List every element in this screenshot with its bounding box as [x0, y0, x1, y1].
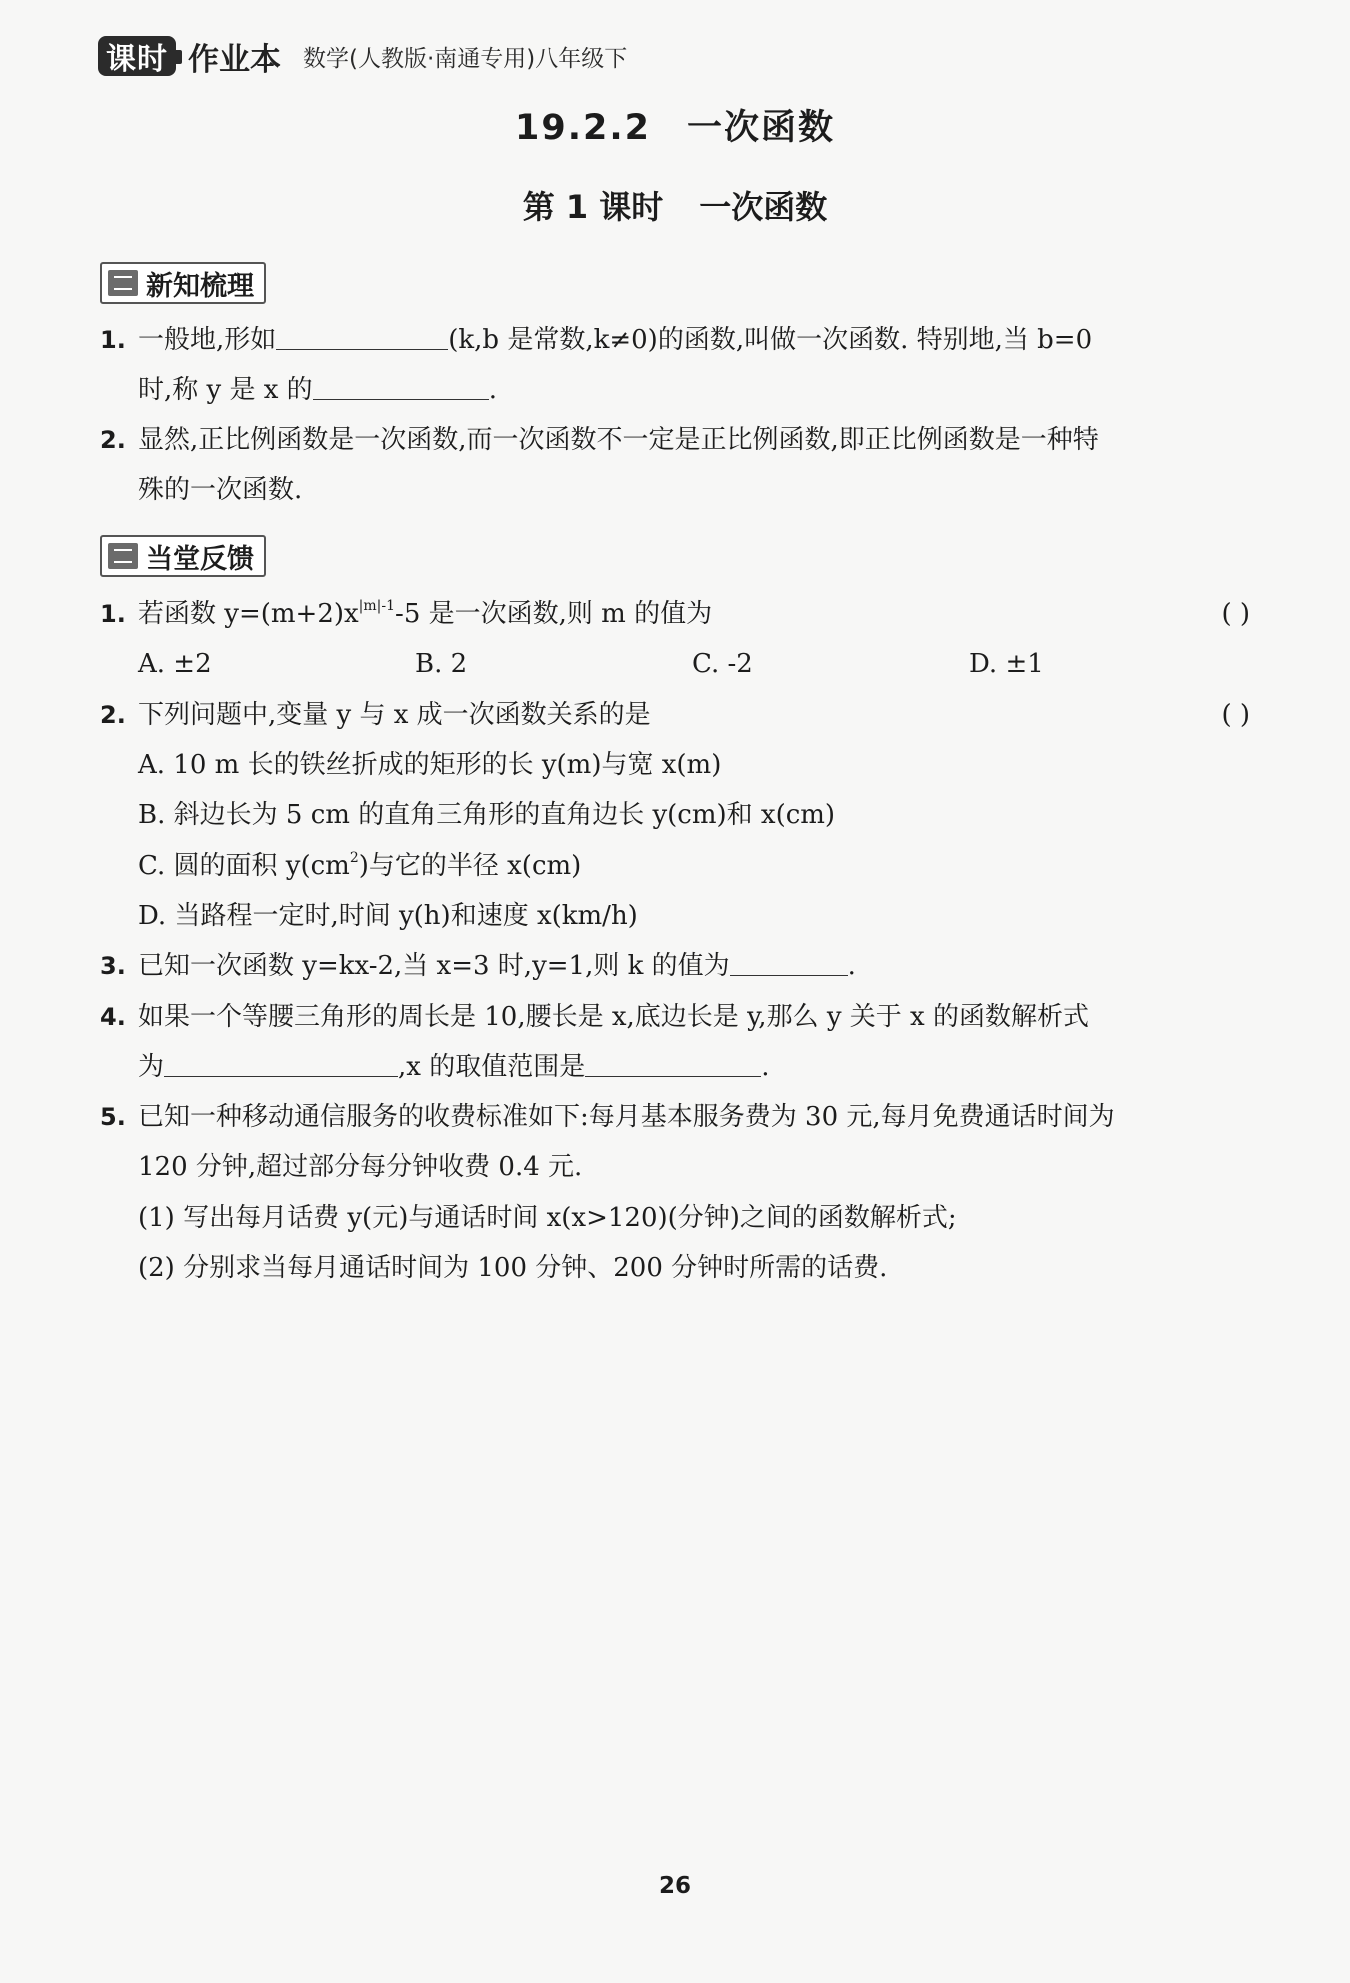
question-text: 若函数 y=(m+2)x — [138, 599, 359, 629]
section-title — [0, 100, 1350, 150]
question-number: 4. — [100, 1003, 126, 1031]
subquestion-text: (1) 写出每月话费 y(元)与通话时间 x(x>120)(分钟)之间的函数解析式; — [138, 1203, 957, 1233]
section-number: 19.2.2 — [514, 108, 651, 148]
question-text: 120 分钟,超过部分每分钟收费 0.4 元. — [138, 1152, 583, 1182]
answer-blank[interactable] — [276, 323, 448, 350]
xinzhi-q1-cont — [100, 372, 1250, 408]
section-tag-label: 当堂反馈 — [146, 543, 254, 575]
option-d[interactable]: D. ±1 — [969, 649, 1044, 679]
book-name: 作业本 — [188, 41, 281, 78]
dangtang-q1-options — [100, 646, 1250, 682]
answer-blank[interactable] — [730, 949, 848, 976]
brand-logo — [98, 36, 176, 76]
brand-logo-text: 课时 — [106, 42, 168, 77]
dangtang-q5-sub1 — [100, 1200, 1250, 1236]
option-text: C. 圆的面积 y(cm — [138, 851, 350, 881]
option-b[interactable]: B. 2 — [415, 649, 468, 679]
question-text: . — [847, 951, 856, 981]
dangtang-q3 — [100, 948, 1250, 984]
question-number: 2. — [100, 701, 126, 729]
question-text: 如果一个等腰三角形的周长是 10,腰长是 x,底边长是 y,那么 y 关于 x 的函数解析式 — [138, 1002, 1089, 1032]
question-text: -5 是一次函数,则 m 的值为 — [395, 599, 713, 629]
dangtang-q5 — [100, 1099, 1250, 1135]
option-text: )与它的半径 x(cm) — [358, 851, 582, 881]
xinzhi-q2 — [100, 422, 1250, 458]
question-text: ,x 的取值范围是 — [398, 1052, 586, 1082]
question-text: 殊的一次函数. — [138, 475, 303, 505]
option-text: B. 斜边长为 5 cm 的直角三角形的直角边长 y(cm)和 x(cm) — [138, 800, 836, 830]
question-number: 2. — [100, 426, 126, 454]
question-number: 5. — [100, 1103, 126, 1131]
question-text: 下列问题中,变量 y 与 x 成一次函数关系的是 — [138, 700, 651, 730]
answer-blank[interactable] — [313, 373, 489, 400]
answer-bracket[interactable]: ( ) — [1221, 700, 1250, 730]
option-text: D. 当路程一定时,时间 y(h)和速度 x(km/h) — [138, 901, 638, 931]
question-text: 为 — [138, 1052, 165, 1082]
question-text: 已知一次函数 y=kx-2,当 x=3 时,y=1,则 k 的值为 — [138, 951, 730, 981]
option-text: A. 10 m 长的铁丝折成的矩形的长 y(m)与宽 x(m) — [138, 750, 722, 780]
exponent: 2 — [349, 850, 359, 866]
question-text: 显然,正比例函数是一次函数,而一次函数不一定是正比例函数,即正比例函数是一种特 — [138, 425, 1099, 455]
lesson-number: 第 1 课时 — [522, 188, 664, 226]
subquestion-text: (2) 分别求当每月通话时间为 100 分钟、200 分钟时所需的话费. — [138, 1253, 888, 1283]
question-text: . — [761, 1052, 770, 1082]
dangtang-q5-sub2 — [100, 1250, 1250, 1286]
question-number: 1. — [100, 600, 126, 628]
dangtang-q2-option-d[interactable] — [100, 898, 1250, 934]
exponent: |m|-1 — [358, 598, 396, 614]
dangtang-q2-option-b[interactable] — [100, 797, 1250, 833]
section-tag-xinzhi — [100, 262, 266, 304]
dangtang-q5-cont — [100, 1149, 1250, 1185]
xinzhi-q2-cont — [100, 472, 1250, 508]
section-tag-dangtang — [100, 535, 266, 577]
option-a[interactable]: A. ±2 — [138, 649, 212, 679]
lesson-name: 一次函数 — [699, 188, 828, 226]
option-c[interactable]: C. -2 — [692, 649, 753, 679]
pencil-icon — [108, 543, 138, 569]
book-icon — [108, 270, 138, 296]
answer-blank[interactable] — [164, 1050, 398, 1077]
dangtang-q2-option-c[interactable] — [100, 848, 1250, 884]
dangtang-q2 — [100, 697, 1250, 733]
lesson-title — [0, 182, 1350, 228]
answer-blank[interactable] — [585, 1050, 761, 1077]
page-header — [98, 34, 627, 78]
logo-tag-icon — [170, 50, 182, 64]
xinzhi-q1 — [100, 322, 1250, 358]
section-name: 一次函数 — [687, 108, 836, 148]
dangtang-q2-option-a[interactable] — [100, 747, 1250, 783]
dangtang-q4 — [100, 999, 1250, 1035]
question-number: 1. — [100, 326, 126, 354]
question-text: 已知一种移动通信服务的收费标准如下:每月基本服务费为 30 元,每月免费通话时间为 — [138, 1102, 1115, 1132]
question-text: (k,b 是常数,k≠0)的函数,叫做一次函数. 特别地,当 b=0 — [448, 325, 1093, 355]
dangtang-q1 — [100, 596, 1250, 632]
question-text: 时,称 y 是 x 的 — [138, 375, 313, 405]
question-text: . — [488, 375, 497, 405]
question-text: 一般地,形如 — [138, 325, 277, 355]
page-number: 26 — [658, 1873, 691, 1899]
section-tag-label: 新知梳理 — [146, 270, 254, 302]
dangtang-q4-cont — [100, 1049, 1250, 1085]
answer-bracket[interactable]: ( ) — [1221, 599, 1250, 629]
book-subtitle: 数学(人教版·南通专用)八年级下 — [303, 45, 628, 72]
question-number: 3. — [100, 952, 126, 980]
